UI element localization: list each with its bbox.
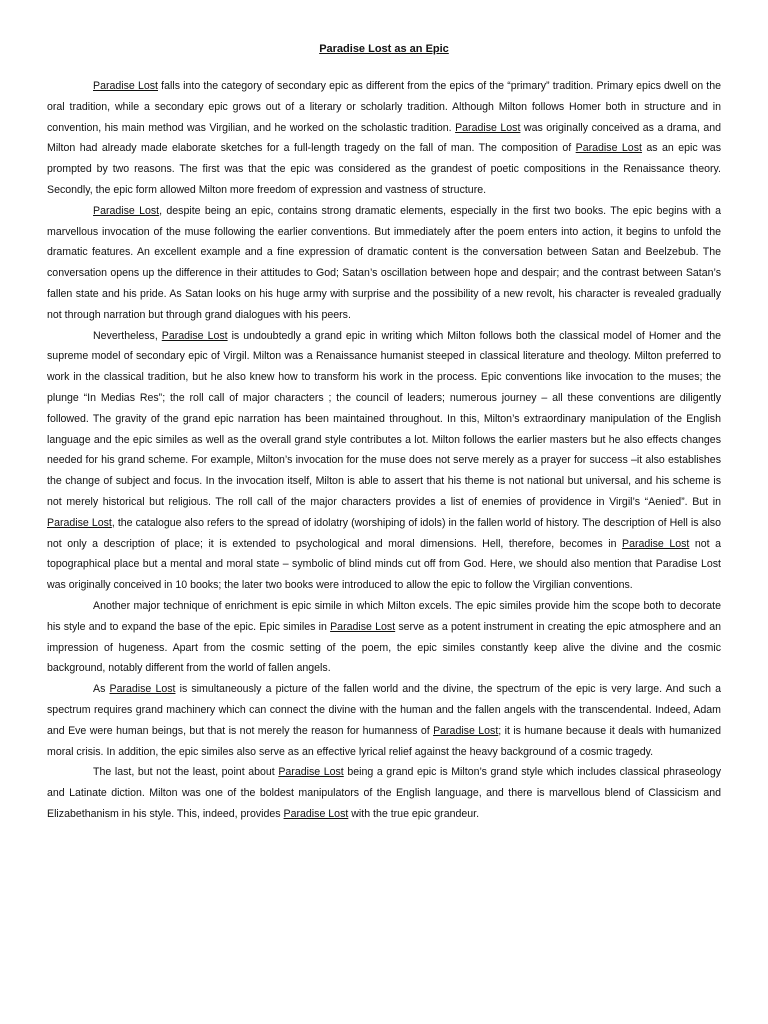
work-title: Paradise Lost (455, 121, 521, 134)
work-title: Paradise Lost (330, 620, 396, 633)
work-title: Paradise Lost (575, 142, 642, 155)
work-title: Paradise Lost (161, 329, 228, 342)
paragraph-4 (47, 596, 721, 679)
paragraph-text: As (93, 683, 110, 696)
paragraph-text: falls into the category of secondary epic as different from the epics of the “primary” tradition. Primary epics dwell on the oral tradition, while a secondary epic grows out of a literary or scholarly tradition. Although Milton follows Homer both in structure and in convention, his main method was Virgilian, and he worked on the scholastic tradition. (47, 80, 722, 134)
work-title: Paradise Lost (47, 516, 112, 529)
paragraph-text: is simultaneously a picture of the fallen world and the divine, the spectrum of the epic is very large. And such a spectrum requires grand machinery which can connect the divine with the human and the fallen angels with the transcendental. Indeed, Adam and Eve were human beings, but that is not merely the reason for humanness of (47, 683, 721, 737)
document-title: Paradise Lost as an Epic (319, 43, 449, 55)
paragraph-text: Another major technique of enrichment is epic simile in which Milton excels. The epic similes provide him the scope both to decorate his style and to expand the base of the epic. Epic similes in (47, 599, 721, 633)
paragraph-1 (47, 76, 721, 201)
paragraph-3 (47, 326, 721, 596)
paragraph-text: as an epic was prompted by two reasons. The first was that the epic was considered as the grandest of poetic compositions in the Renaissance theory. Secondly, the epic form allowed Milton more freedom of expression and vastness of structure. (47, 142, 721, 196)
paragraph-text: not a topographical place but a mental and moral state – symbolic of blind minds cut off from God. Here, we should also mention that Paradise Lost was originally conceived in 10 books; the later two books were introduced to allow the epic to follow the Virgilian conventions. (47, 537, 721, 592)
work-title: Paradise Lost (283, 807, 349, 820)
paragraph-text: ; it is humane because it deals with humanized moral crisis. In addition, the epic similes also serve as an effective lyrical relief against the heavy background of a cosmic tragedy. (47, 724, 721, 758)
paragraph-text: , despite being an epic, contains strong dramatic elements, especially in the first two books. The epic begins with a marvellous invocation of the muse following the earlier conventions. But immediately after the poem enters into action, it begins to unfold the dramatic features. An excellent example and a fine expression of dramatic content is the conversation between Satan and Beelzebub. The conversation opens up the difference in their attitudes to God; Satan’s oscillation between hope and despair; and the contrast between Satan’s fallen state and his pride. As Satan looks on his huge army with surprise and the possibility of a new revolt, his character is revealed gradually not through narration but through grand dialogues with his peers. (47, 204, 722, 321)
work-title: Paradise Lost (93, 204, 160, 217)
paragraph-text: being a grand epic is Milton’s grand style which includes classical phraseology and Latinate diction. Milton was one of the boldest manipulators of the English language, and there is marvellous blend of Classicism and Elizabethanism in his style. This, indeed, provides (47, 766, 722, 820)
paragraph-2 (47, 201, 721, 326)
paragraph-text: was originally conceived as a drama, and Milton had already made elaborate sketches for a full-length tragedy on the fall of man. The composition of (47, 121, 722, 155)
paragraph-text: The last, but not the least, point about (93, 766, 279, 779)
work-title: Paradise Lost (622, 537, 690, 550)
paragraph-text: , the catalogue also refers to the spread of idolatry (worshiping of idols) in the fallen world of history. The description of Hell is also not only a description of place; it is extended to psychological and moral dimensions. Hell, therefore, becomes in (47, 516, 721, 550)
paragraph-6 (47, 762, 721, 824)
work-title: Paradise Lost (93, 80, 158, 92)
paragraph-5 (47, 679, 721, 762)
work-title: Paradise Lost (433, 724, 499, 737)
paragraph-text: Nevertheless, (93, 329, 162, 342)
work-title: Paradise Lost (278, 766, 344, 779)
work-title: Paradise Lost (109, 683, 176, 696)
paragraph-text: serve as a potent instrument in creating the epic atmosphere and an impression of hugeness. Apart from the cosmic setting of the poem, the epic similes constantly keep alive the divine and the cosmic background, notably different from the world of fallen angels. (47, 620, 721, 675)
paragraph-text: with the true epic grandeur. (348, 807, 480, 820)
paragraph-text: is undoubtedly a grand epic in writing which Milton follows both the classical model of Homer and the supreme model of secondary epic of Virgil. Milton was a Renaissance humanist steeped in classical literature and theology. Milton preferred to work in the classical tradition, but he also knew how to transform his work in the process. Epic conventions like invocation to the muses; the plunge “In Medias Res”; the roll call of major characters ; the council of leaders; numerous journey – all these conventions are diligently followed. The gravity of the grand epic narration has been maintained throughout. In this, Milton’s extraordinary manipulation of the English language and the epic similes as well as the overall grand style contributes a lot. Milton follows the earlier masters but he also effects changes needed for his grand scheme. For example, Milton’s invocation for the muse does not serve merely as a prayer for success –it also establishes the change of subject and focus. In the invocation itself, Milton is able to assert that his theme is not national but universal, and his scheme is not merely historical but religious. The roll call of the major characters provides a list of enemies of providence in Virgil’s “Aenied”. But in (47, 329, 721, 508)
